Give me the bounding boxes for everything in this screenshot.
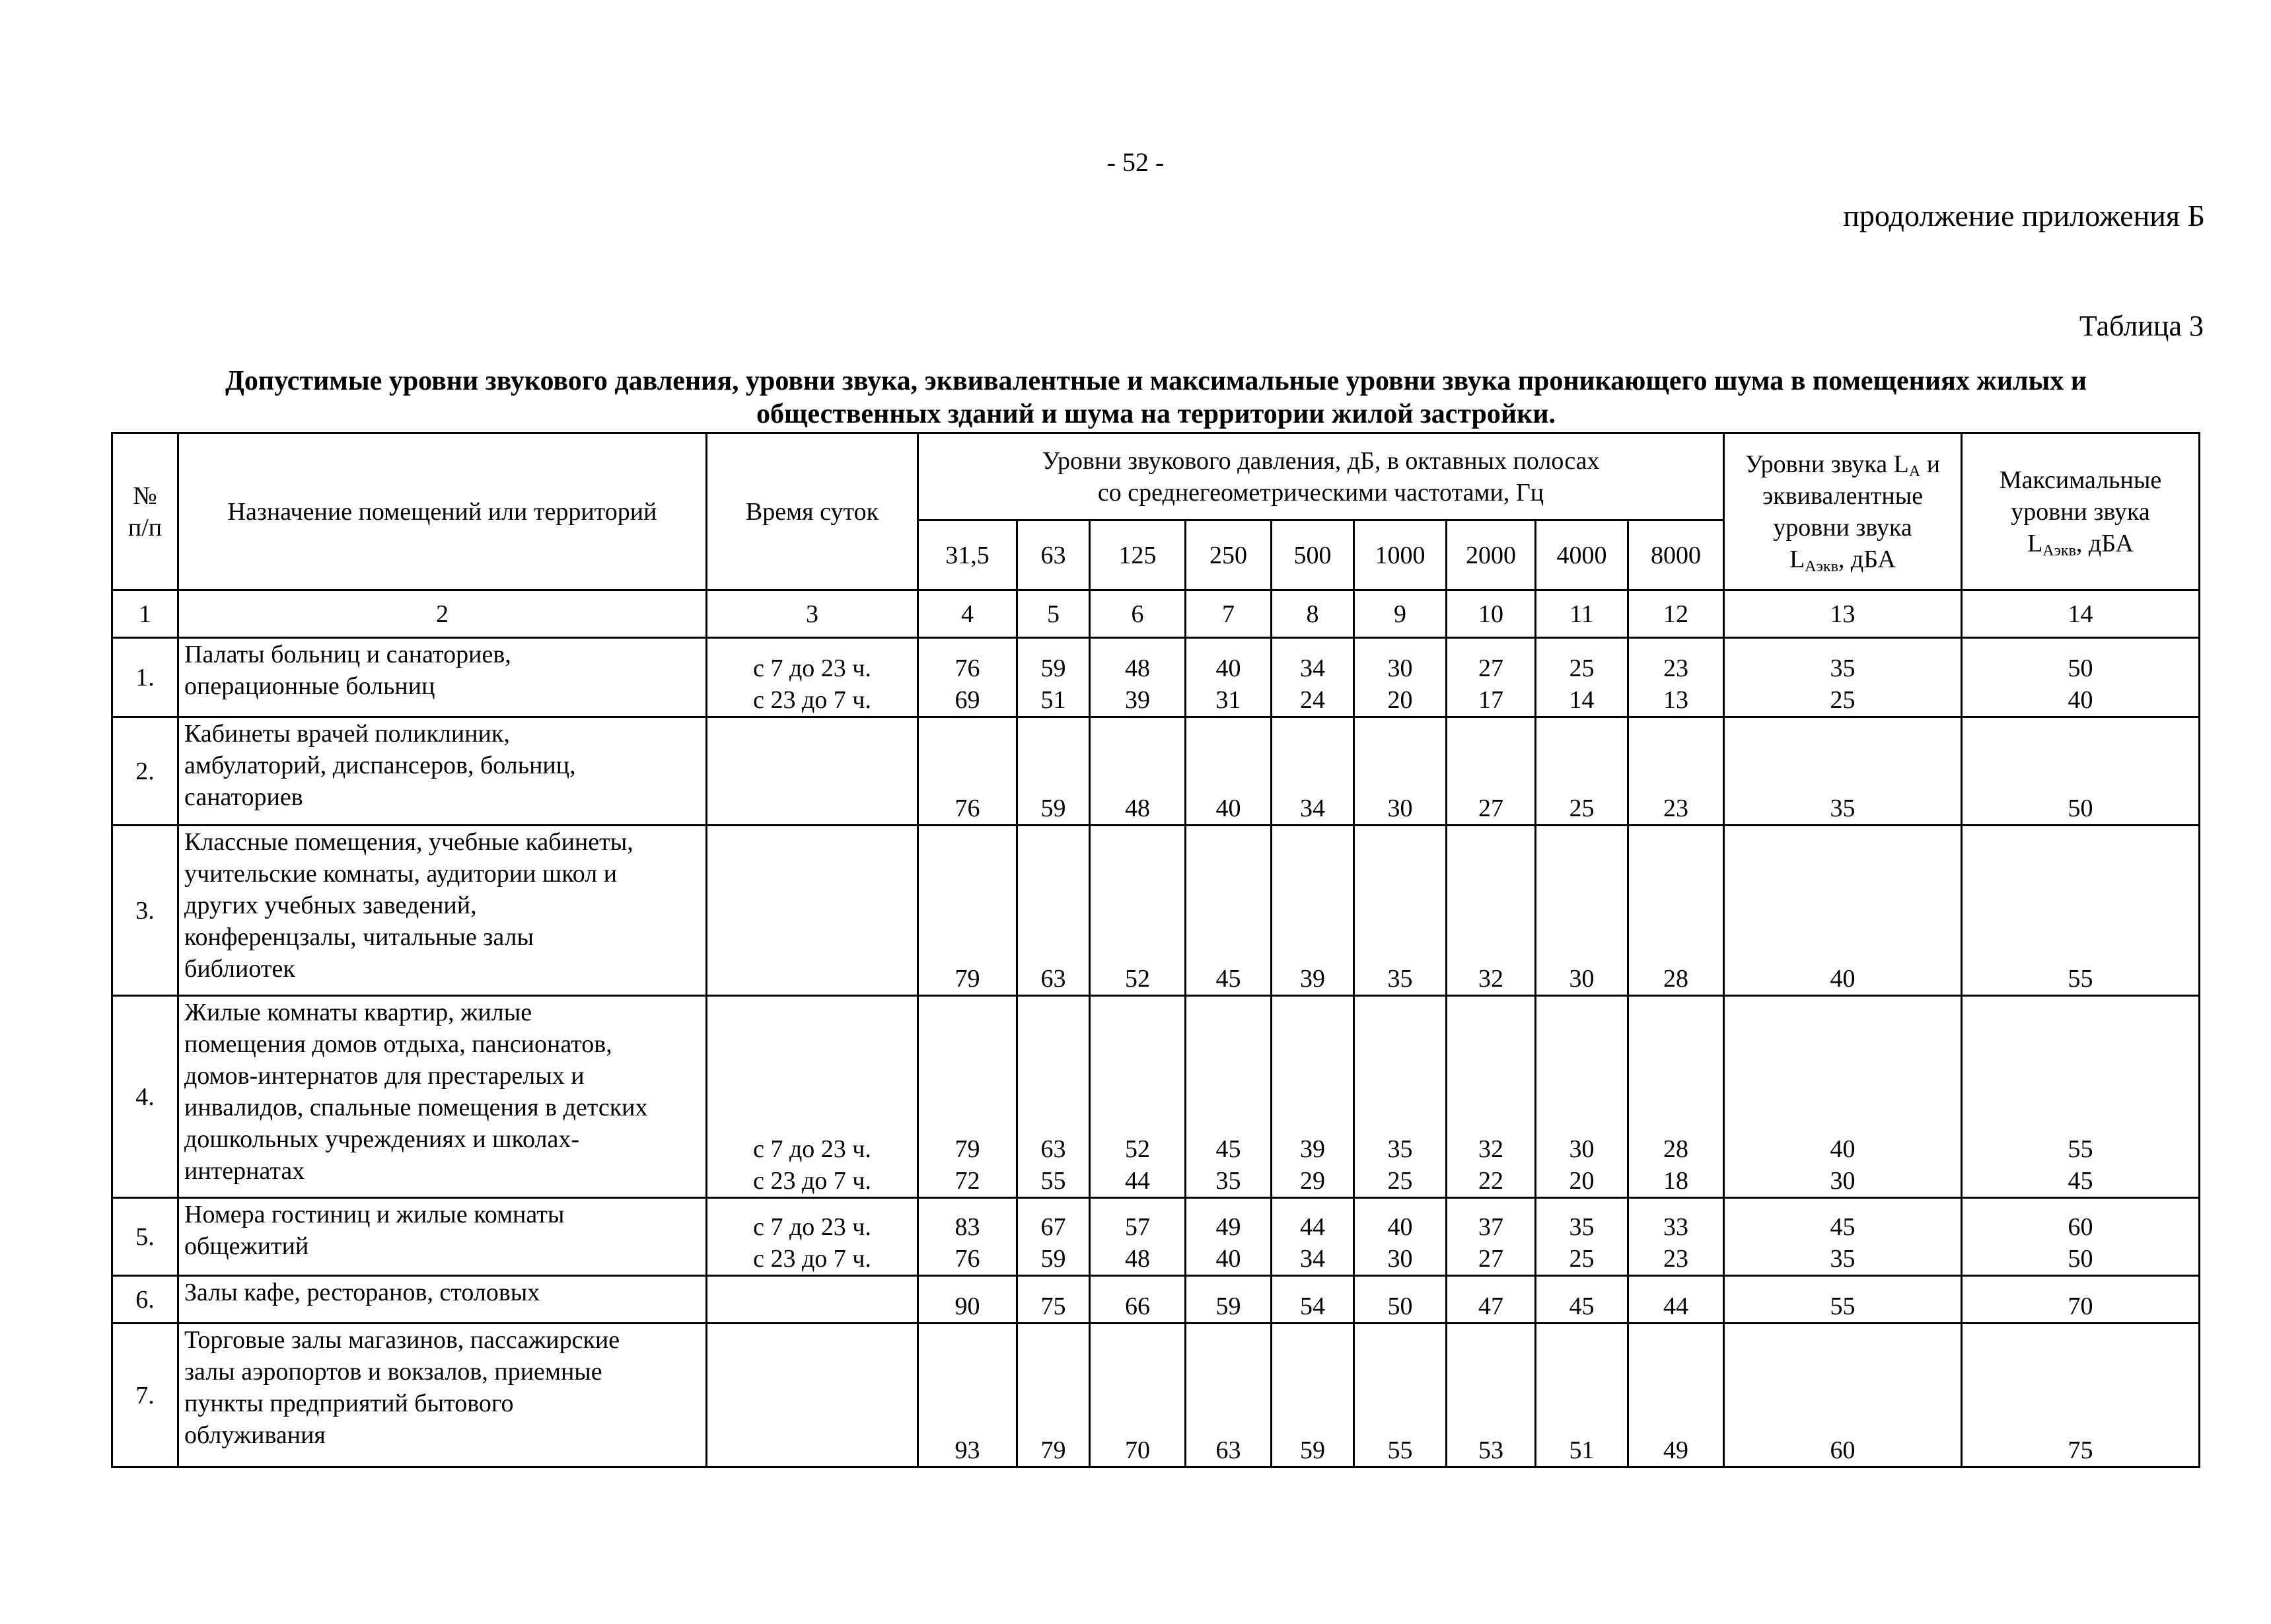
header-number-line1: №: [133, 481, 157, 510]
value: 30: [1830, 1167, 1856, 1195]
value-cell: [1447, 638, 1536, 717]
column-number: 10: [1447, 590, 1536, 638]
purpose-line: облуживания: [184, 1421, 326, 1449]
value: 40: [2068, 686, 2093, 714]
column-number: 4: [918, 590, 1017, 638]
value-cell: [1536, 996, 1628, 1198]
purpose-line: Кабинеты врачей поликлиник,: [184, 720, 510, 748]
table-title-line: Допустимые уровни звукового давления, уровни звука, эквивалентные и максимальные уровни звука проникающего шума в помещениях жилых и: [225, 366, 2087, 396]
value: 83: [955, 1213, 980, 1241]
value: 35: [1387, 1135, 1413, 1163]
time-line: с 7 до 23 ч.: [753, 654, 871, 682]
value: 31: [1215, 686, 1241, 714]
header-frequency: 8000: [1628, 520, 1724, 590]
value: 67: [1040, 1213, 1066, 1241]
laeq-tail: , дБА: [1838, 545, 1896, 573]
value: 39: [1125, 686, 1150, 714]
row-time: [707, 1324, 918, 1467]
value: 59: [1040, 1245, 1066, 1273]
value-cell: [1272, 996, 1354, 1198]
value: 76: [955, 1245, 980, 1273]
purpose-line: залы аэропортов и вокзалов, приемные: [184, 1358, 602, 1386]
row-number: 3.: [112, 826, 178, 996]
value: 34: [1300, 1245, 1325, 1273]
row-time: [707, 1276, 918, 1324]
row-number: 2.: [112, 717, 178, 826]
value: 50: [1962, 717, 2200, 826]
laeq-text: L: [1789, 545, 1805, 573]
row-time: [707, 1198, 918, 1276]
value: 79: [918, 826, 1017, 996]
value-cell: [1272, 638, 1354, 717]
header-maximum-line2: уровни звука: [2011, 497, 2150, 526]
row-number: 6.: [112, 1276, 178, 1324]
column-number: 11: [1536, 590, 1628, 638]
value: 22: [1478, 1167, 1503, 1195]
purpose-line: Залы кафе, ресторанов, столовых: [184, 1279, 540, 1306]
laeq-sub: Аэкв: [1805, 557, 1838, 575]
header-sound-pressure-line2: со среднегеометрическими частотами, Гц: [1097, 478, 1544, 507]
purpose-line: Торговые залы магазинов, пассажирские: [184, 1326, 620, 1354]
header-equivalent-line2: эквивалентные: [1762, 481, 1924, 510]
value-cell: [918, 996, 1017, 1198]
value: 40: [1830, 1135, 1856, 1163]
header-number: [112, 433, 178, 590]
header-equivalent-line4: [1730, 544, 1955, 575]
value-cell: [918, 638, 1017, 717]
purpose-line: пункты предприятий бытового: [184, 1390, 514, 1417]
value: 66: [1090, 1276, 1186, 1324]
purpose-line: помещения домов отдыха, пансионатов,: [184, 1030, 612, 1058]
header-frequency: 500: [1272, 520, 1354, 590]
purpose-line: других учебных заведений,: [184, 892, 477, 919]
value: 23: [1628, 717, 1724, 826]
table-title: [99, 365, 2213, 431]
table-row: [112, 638, 2200, 717]
value: 60: [2068, 1213, 2093, 1241]
la-tail: и: [1920, 450, 1941, 478]
value: 53: [1447, 1324, 1536, 1467]
header-maximum-line1: Максимальные: [1999, 466, 2162, 494]
value: 35: [1830, 1245, 1856, 1273]
purpose-line: Классные помещения, учебные кабинеты,: [184, 828, 633, 856]
value: 27: [1478, 654, 1503, 682]
table-title-line: общественных зданий и шума на территории жилой застройки.: [756, 399, 1556, 429]
value: 48: [1090, 717, 1186, 826]
time-line: с 23 до 7 ч.: [753, 686, 871, 714]
table-row: [112, 996, 2200, 1198]
row-purpose: [178, 638, 707, 717]
value: 25: [1536, 717, 1628, 826]
column-number: 3: [707, 590, 918, 638]
value: 23: [1663, 654, 1689, 682]
table-row: [112, 1198, 2200, 1276]
purpose-line: операционные больниц: [184, 672, 435, 700]
value: 28: [1663, 1135, 1689, 1163]
value: 55: [1040, 1167, 1066, 1195]
column-number: 9: [1354, 590, 1447, 638]
value: 29: [1300, 1167, 1325, 1195]
value-cell: [1017, 1198, 1090, 1276]
value: 24: [1300, 686, 1325, 714]
value: 93: [918, 1324, 1017, 1467]
value: 45: [1830, 1213, 1856, 1241]
time-line: с 23 до 7 ч.: [753, 1245, 871, 1273]
header-maximum-line3: [1968, 528, 2193, 559]
purpose-line: общежитий: [184, 1232, 309, 1260]
value-cell: [1354, 1198, 1447, 1276]
value-cell: [1724, 638, 1962, 717]
time-line: с 23 до 7 ч.: [753, 1167, 871, 1195]
value: 55: [1354, 1324, 1447, 1467]
value: 32: [1447, 826, 1536, 996]
value: 72: [955, 1167, 980, 1195]
purpose-line: домов-интернатов для престарелых и: [184, 1062, 585, 1090]
value: 60: [1724, 1324, 1962, 1467]
value: 33: [1663, 1213, 1689, 1241]
value: 75: [1017, 1276, 1090, 1324]
value-cell: [918, 1198, 1017, 1276]
row-purpose: [178, 717, 707, 826]
column-number: 1: [112, 590, 178, 638]
la-sub: A: [1908, 462, 1921, 480]
header-equivalent-line1: [1730, 448, 1955, 480]
value: 63: [1017, 826, 1090, 996]
header-frequency: 125: [1090, 520, 1186, 590]
value: 40: [1724, 826, 1962, 996]
value: 45: [1215, 1135, 1241, 1163]
value-cell: [1962, 996, 2200, 1198]
purpose-line: Жилые комнаты квартир, жилые: [184, 999, 532, 1026]
row-purpose: [178, 1198, 707, 1276]
value: 50: [2068, 654, 2093, 682]
value: 45: [1536, 1276, 1628, 1324]
value: 40: [1387, 1213, 1413, 1241]
value: 70: [1962, 1276, 2200, 1324]
header-frequency: 63: [1017, 520, 1090, 590]
table-label: Таблица 3: [2079, 310, 2204, 342]
value: 20: [1387, 686, 1413, 714]
value: 76: [918, 717, 1017, 826]
purpose-line: библиотек: [184, 955, 295, 983]
value-cell: [1272, 1198, 1354, 1276]
column-number: 5: [1017, 590, 1090, 638]
value: 69: [955, 686, 980, 714]
header-frequency: 1000: [1354, 520, 1447, 590]
value: 23: [1663, 1245, 1689, 1273]
value: 50: [2068, 1245, 2093, 1273]
header-sound-pressure: [918, 433, 1724, 520]
value: 45: [2068, 1167, 2093, 1195]
value: 63: [1186, 1324, 1272, 1467]
value: 28: [1628, 826, 1724, 996]
purpose-line: амбулаторий, диспансеров, больниц,: [184, 752, 576, 779]
value: 59: [1040, 654, 1066, 682]
purpose-line: учительские комнаты, аудитории школ и: [184, 860, 618, 888]
page-number: - 52 -: [1106, 147, 1165, 177]
value: 63: [1040, 1135, 1066, 1163]
value: 90: [918, 1276, 1017, 1324]
table-row: [112, 1324, 2200, 1467]
noise-norms-table: [111, 432, 2200, 1468]
row-time: [707, 717, 918, 826]
value: 54: [1272, 1276, 1354, 1324]
value: 25: [1387, 1167, 1413, 1195]
value: 45: [1186, 826, 1272, 996]
purpose-line: интернатах: [184, 1157, 305, 1185]
value-cell: [1090, 996, 1186, 1198]
value: 76: [955, 654, 980, 682]
value: 14: [1569, 686, 1595, 714]
value: 59: [1272, 1324, 1354, 1467]
column-number: 6: [1090, 590, 1186, 638]
value: 57: [1125, 1213, 1150, 1241]
value: 40: [1186, 717, 1272, 826]
row-time: [707, 996, 918, 1198]
value: 35: [1830, 654, 1856, 682]
value: 34: [1300, 654, 1325, 682]
column-number: 13: [1724, 590, 1962, 638]
value-cell: [1536, 1198, 1628, 1276]
header-equivalent-level: [1724, 433, 1962, 590]
value: 52: [1090, 826, 1186, 996]
value: 55: [1962, 826, 2200, 996]
value: 25: [1569, 1245, 1595, 1273]
value-cell: [1090, 638, 1186, 717]
purpose-line: инвалидов, спальные помещения в детских: [184, 1094, 648, 1121]
value: 44: [1628, 1276, 1724, 1324]
header-purpose: Назначение помещений или территорий: [178, 433, 707, 590]
value-cell: [1724, 1198, 1962, 1276]
value: 35: [1354, 826, 1447, 996]
value: 40: [1215, 1245, 1241, 1273]
value-cell: [1186, 638, 1272, 717]
value-cell: [1536, 638, 1628, 717]
value: 30: [1569, 1135, 1595, 1163]
value: 70: [1090, 1324, 1186, 1467]
lamax-tail: , дБА: [2075, 529, 2134, 557]
value-cell: [1962, 1198, 2200, 1276]
value: 39: [1272, 826, 1354, 996]
row-purpose: [178, 826, 707, 996]
header-number-line2: п/п: [127, 513, 162, 542]
table-row: [112, 826, 2200, 996]
value: 51: [1536, 1324, 1628, 1467]
value: 47: [1447, 1276, 1536, 1324]
value: 32: [1478, 1135, 1503, 1163]
value-cell: [1186, 996, 1272, 1198]
value: 13: [1663, 686, 1689, 714]
column-number: 14: [1962, 590, 2200, 638]
purpose-line: Номера гостиниц и жилые комнаты: [184, 1201, 565, 1228]
value: 30: [1387, 654, 1413, 682]
value: 55: [2068, 1135, 2093, 1163]
value: 25: [1830, 686, 1856, 714]
value: 40: [1215, 654, 1241, 682]
column-number: 2: [178, 590, 707, 638]
value: 34: [1272, 717, 1354, 826]
value: 59: [1017, 717, 1090, 826]
lamax-text: L: [2027, 529, 2043, 557]
value: 49: [1628, 1324, 1724, 1467]
value: 20: [1569, 1167, 1595, 1195]
la-text: Уровни звука L: [1745, 450, 1909, 478]
value: 35: [1724, 717, 1962, 826]
value-cell: [1186, 1198, 1272, 1276]
header-frequency: 31,5: [918, 520, 1017, 590]
continuation-note: продолжение приложения Б: [1843, 199, 2205, 232]
purpose-line: конференцзалы, читальные залы: [184, 923, 534, 951]
column-number: 8: [1272, 590, 1354, 638]
value: 25: [1569, 654, 1595, 682]
value: 30: [1354, 717, 1447, 826]
purpose-line: Палаты больниц и санаториев,: [184, 641, 511, 668]
value: 37: [1478, 1213, 1503, 1241]
value: 75: [1962, 1324, 2200, 1467]
value: 18: [1663, 1167, 1689, 1195]
value-cell: [1628, 638, 1724, 717]
row-purpose: [178, 1324, 707, 1467]
value: 55: [1724, 1276, 1962, 1324]
value: 27: [1478, 1245, 1503, 1273]
value: 30: [1536, 826, 1628, 996]
value: 35: [1569, 1213, 1595, 1241]
value: 51: [1040, 686, 1066, 714]
table-row: [112, 1276, 2200, 1324]
value: 79: [1017, 1324, 1090, 1467]
value-cell: [1447, 996, 1536, 1198]
value: 79: [955, 1135, 980, 1163]
value: 48: [1125, 654, 1150, 682]
value: 52: [1125, 1135, 1150, 1163]
lamax-sub: Аэкв: [2042, 542, 2076, 559]
value: 49: [1215, 1213, 1241, 1241]
row-time: [707, 826, 918, 996]
column-number: 7: [1186, 590, 1272, 638]
header-maximum-level: [1962, 433, 2200, 590]
value: 17: [1478, 686, 1503, 714]
row-purpose: [178, 996, 707, 1198]
header-equivalent-line3: уровни звука: [1773, 513, 1912, 542]
purpose-line: дошкольных учреждениях и школах-: [184, 1125, 579, 1153]
time-line: с 7 до 23 ч.: [753, 1213, 871, 1241]
value: 27: [1447, 717, 1536, 826]
value: 39: [1300, 1135, 1325, 1163]
value-cell: [1724, 996, 1962, 1198]
row-number: 5.: [112, 1198, 178, 1276]
value: 59: [1186, 1276, 1272, 1324]
value-cell: [1447, 1198, 1536, 1276]
value: 44: [1125, 1167, 1150, 1195]
header-frequency: 2000: [1447, 520, 1536, 590]
header-frequency: 4000: [1536, 520, 1628, 590]
value-cell: [1017, 638, 1090, 717]
column-number: 12: [1628, 590, 1724, 638]
value-cell: [1017, 996, 1090, 1198]
value: 35: [1215, 1167, 1241, 1195]
value-cell: [1628, 1198, 1724, 1276]
value-cell: [1962, 638, 2200, 717]
value-cell: [1628, 996, 1724, 1198]
row-purpose: [178, 1276, 707, 1324]
value: 30: [1387, 1245, 1413, 1273]
header-sound-pressure-line1: Уровни звукового давления, дБ, в октавных полосах: [1042, 446, 1600, 475]
table-row: [112, 717, 2200, 826]
header-frequency: 250: [1186, 520, 1272, 590]
value-cell: [1354, 638, 1447, 717]
value: 50: [1354, 1276, 1447, 1324]
value-cell: [1090, 1198, 1186, 1276]
time-line: с 7 до 23 ч.: [753, 1135, 871, 1163]
header-time: Время суток: [707, 433, 918, 590]
row-number: 1.: [112, 638, 178, 717]
row-number: 7.: [112, 1324, 178, 1467]
row-number: 4.: [112, 996, 178, 1198]
purpose-line: санаториев: [184, 783, 303, 811]
value: 48: [1125, 1245, 1150, 1273]
row-time: [707, 638, 918, 717]
value: 44: [1300, 1213, 1325, 1241]
value-cell: [1354, 996, 1447, 1198]
